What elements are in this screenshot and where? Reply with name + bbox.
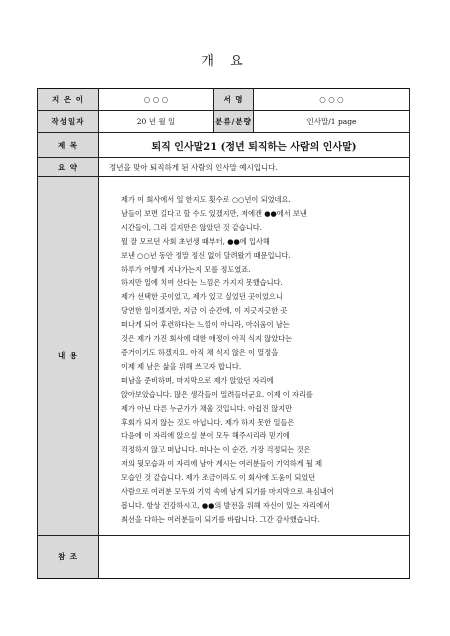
content-line: 다음에 이 자리에 앉으실 분이 모두 해주시리라 믿기에: [121, 431, 290, 441]
date-label: 작성일자: [38, 111, 99, 133]
content-line: 모습인 것 같습니다. 제가 조금이라도 이 회사에 도움이 되었던: [121, 473, 316, 483]
date-value: 20 년 월 일: [99, 111, 214, 133]
doc-name-label: 서 명: [214, 89, 254, 111]
category-value: 인사말/1 page: [254, 111, 410, 133]
content-line: 제가 선택한 곳이었고, 제가 있고 싶었던 곳이었으니: [121, 292, 283, 302]
content-line: 보낸 ○○년 동안 정말 정신 없이 달려왔기 때문입니다.: [121, 250, 291, 260]
content-line: 것은 제가 가진 회사에 대한 애정이 아직 식지 않았다는: [121, 334, 293, 344]
content-line: 떠나게 되어 후련하다는 느낌이 아니라, 아쉬움이 남는: [121, 320, 290, 330]
content-line: 이제 제 남은 삶을 위해 쓰고자 합니다.: [121, 361, 242, 371]
content-line: 남들이 보면 길다고 할 수도 있겠지만, 저에겐 ●●에서 보낸: [121, 208, 307, 218]
summary-form: [37, 88, 410, 579]
content-line: 떠남을 준비하며, 마지막으로 제가 앉았던 자리에: [121, 375, 274, 385]
content-line: 걱정하지 않고 떠납니다. 떠나는 이 순간, 가장 걱정되는 것은: [121, 445, 311, 455]
content-line: 제가 아닌 다른 누군가가 채울 것입니다. 아쉽진 않지만: [121, 403, 293, 413]
content-line: 봅니다. 항상 건강하시고, ●●의 발전을 위해 자신이 있는 자리에서: [121, 500, 330, 510]
content-line: 뭘 잘 모르던 사회 초년생 때부터, ●●에 입사해: [121, 236, 270, 246]
summary-label: 요 약: [38, 158, 99, 177]
content-line: 시간들이, 그리 길지만은 않았던 것 같습니다.: [121, 222, 262, 232]
subject-label: 제 목: [38, 133, 99, 158]
content-line: 저의 뒷모습과 이 자리에 남아 계시는 여러분들이 기억하게 될 제: [121, 459, 323, 469]
reference-value: [99, 535, 410, 578]
summary-value: 정년을 맞아 퇴직하게 된 사람의 인사말 예시입니다.: [99, 158, 410, 177]
writer-label: 지 은 이: [38, 89, 99, 111]
subject-value: 퇴직 인사말21 (정년 퇴직하는 사람의 인사말): [99, 133, 410, 158]
content-line: 당연한 일이겠지만, 지금 이 순간에, 이 지긋지긋한 곳: [121, 306, 288, 316]
content-line: 후회가 되지 않는 것도 아닙니다. 제가 하지 못한 일들은: [121, 417, 295, 427]
writer-value: ○ ○ ○: [99, 89, 214, 111]
content-line: 앉아보았습니다. 많은 생각들이 밀려들더군요. 이제 이 자리를: [121, 389, 313, 399]
category-label: 분류/분량: [214, 111, 254, 133]
reference-label: 참 조: [38, 535, 99, 578]
content-line: 하지만 일에 치여 산다는 느낌은 가지지 못했습니다.: [121, 278, 283, 288]
content-line: 제가 이 회사에서 일 한지도 횟수로 ○○년이 되었네요.: [121, 195, 291, 204]
content-label: 내 용: [38, 177, 99, 536]
doc-name-value: ○ ○ ○: [254, 89, 410, 111]
content-line: 하루가 어떻게 지나가는지 모를 정도였죠.: [121, 264, 251, 274]
document-title: 개 요: [201, 54, 249, 69]
content-lines: [99, 177, 409, 535]
content-line: 최선을 다하는 여러분들이 되기를 바랍니다. 그간 감사했습니다.: [121, 514, 320, 524]
content-body: [99, 177, 410, 536]
content-line: 증거이기도 하겠지요. 아직 채 식지 않은 이 열정을: [121, 347, 279, 357]
content-line: 사람으로 여러분 모두의 기억 속에 남게 되기를 마지막으로 욕심내어: [121, 487, 334, 497]
